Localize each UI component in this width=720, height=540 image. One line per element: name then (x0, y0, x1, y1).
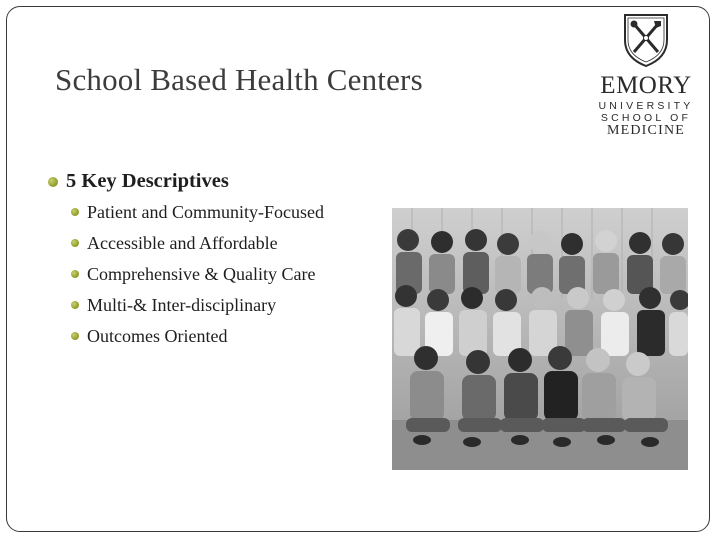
class-photo (392, 208, 688, 470)
list-item-text: Patient and Community-Focused (87, 202, 324, 222)
bullet-icon (48, 177, 58, 187)
list-item (71, 293, 388, 318)
emory-shield-icon (621, 12, 671, 68)
class-photo-image (392, 208, 688, 470)
bullet-heading (48, 168, 388, 194)
list-item-text: Multi-& Inter-disciplinary (87, 295, 277, 315)
bullet-icon (71, 208, 79, 216)
logo-emory-text: EMORY (600, 72, 692, 99)
list-item-text: Comprehensive & Quality Care (87, 264, 316, 284)
list-item (71, 262, 388, 287)
slide-title: School Based Health Centers (55, 62, 423, 97)
list-item-text: Accessible and Affordable (87, 233, 278, 253)
logo-university-text: UNIVERSITY (598, 100, 694, 112)
list-item (71, 231, 388, 256)
bullet-list (48, 168, 388, 349)
logo-school-text: SCHOOL OF (600, 112, 692, 124)
list-item-text: Outcomes Oriented (87, 326, 228, 346)
logo-medicine-text: MEDICINE (606, 123, 686, 138)
bullet-icon (71, 301, 79, 309)
bullet-icon (71, 270, 79, 278)
emory-logo (596, 12, 696, 142)
bullet-heading-text: 5 Key Descriptives (66, 170, 229, 192)
bullet-icon (71, 239, 79, 247)
list-item (71, 324, 388, 349)
list-item (71, 200, 388, 225)
bullet-icon (71, 332, 79, 340)
